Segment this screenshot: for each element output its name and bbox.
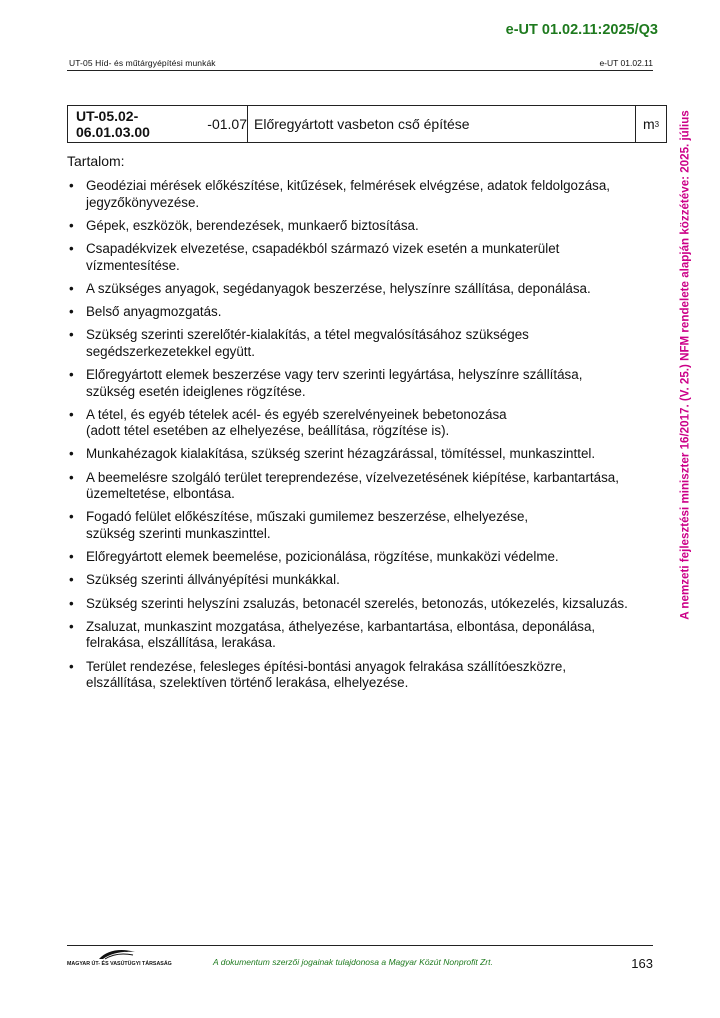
company-logo [67,948,172,970]
list-item: • Előregyártott elemek beszerzése vagy terv szerinti legyártása, helyszínre szállítása, szükség esetén ideiglenes rögzítése. [67,367,647,400]
list-item: • Fogadó felület előkészítése, műszaki gumilemez beszerzése, elhelyezése, szükség szerinti munkaszinttel. [67,509,647,542]
item-code-suffix: -01.07 [207,116,247,132]
list-item: • Szükség szerinti helyszíni zsaluzás, betonacél szerelés, betonozás, utókezelés, kizsaluzás. [67,596,647,613]
item-unit: m [642,116,655,132]
copyright-notice: A dokumentum szerzői jogainak tulajdonosa a Magyar Közút Nonprofit Zrt. [213,957,493,967]
list-item: • A beemelésre szolgáló terület tereprendezése, vízelvezetésének kiépítése, karbantartása, üzemeltetése, elbontása. [67,470,647,503]
content-list [67,178,647,698]
list-item: • Munkahézagok kialakítása, szükség szerint hézagzárással, tömítéssel, munkaszinttel. [67,446,647,463]
section-header-code: e-UT 01.02.11 [599,58,653,68]
page-number: 163 [631,956,653,971]
item-code-main: UT-05.02-06.01.03.00 [76,108,150,140]
road-swoosh-icon [97,948,137,960]
list-item: • Csapadékvizek elvezetése, csapadékból származó vizek esetén a munkaterület vízmentesítése. [67,241,647,274]
company-logo-text: MAGYAR ÚT- ÉS VASÚTÜGYI TÁRSASÁG [67,961,172,967]
item-code-cell [68,106,248,142]
section-header-title: UT-05 Híd- és műtárgyépítési munkák [69,58,216,68]
list-item: • Geodéziai mérések előkészítése, kitűzések, felmérések elvégzése, adatok feldolgozása, jegyzőkönyvezése. [67,178,647,211]
list-item: • A szükséges anyagok, segédanyagok beszerzése, helyszínre szállítása, deponálása. [67,281,647,298]
item-unit-exponent: 3 [654,119,660,129]
list-item: • Előregyártott elemek beemelése, pozicionálása, rögzítése, munkaközi védelme. [67,549,647,566]
item-table [67,105,667,143]
list-item: • Szükség szerinti állványépítési munkákkal. [67,572,647,589]
footer-divider [67,945,653,946]
item-unit-cell [636,106,666,142]
list-item: • Szükség szerinti szerelőtér-kialakítás, a tétel megvalósításához szükséges segédszerkezetekkel együtt. [67,327,647,360]
list-item: • Belső anyagmozgatás. [67,304,647,321]
list-item: • Gépek, eszközök, berendezések, munkaerő biztosítása. [67,218,647,235]
document-code: e-UT 01.02.11:2025/Q3 [505,22,658,38]
list-item: • A tétel, és egyéb tételek acél- és egyéb szerelvényeinek bebetonozása (adott tétel esetében az elhelyezése, beállítása, rögzítése is). [67,407,647,440]
publication-side-note-text: A nemzeti fejlesztési miniszter 16/2017. (V. 25.) NFM rendelete alapján közzétéve: 2025. július [678,110,692,620]
list-item: • Zsaluzat, munkaszint mozgatása, áthelyezése, karbantartása, elbontása, deponálása, felrakása, elszállítása, lerakása. [67,619,647,652]
header-divider [67,70,653,71]
item-title: Előregyártott vasbeton cső építése [248,106,636,142]
list-item: • Terület rendezése, felesleges építési-bontási anyagok felrakása szállítóeszközre, elszállítása, szelektíven történő lerakása, elhelyezése. [67,659,647,692]
content-label: Tartalom: [67,153,125,169]
